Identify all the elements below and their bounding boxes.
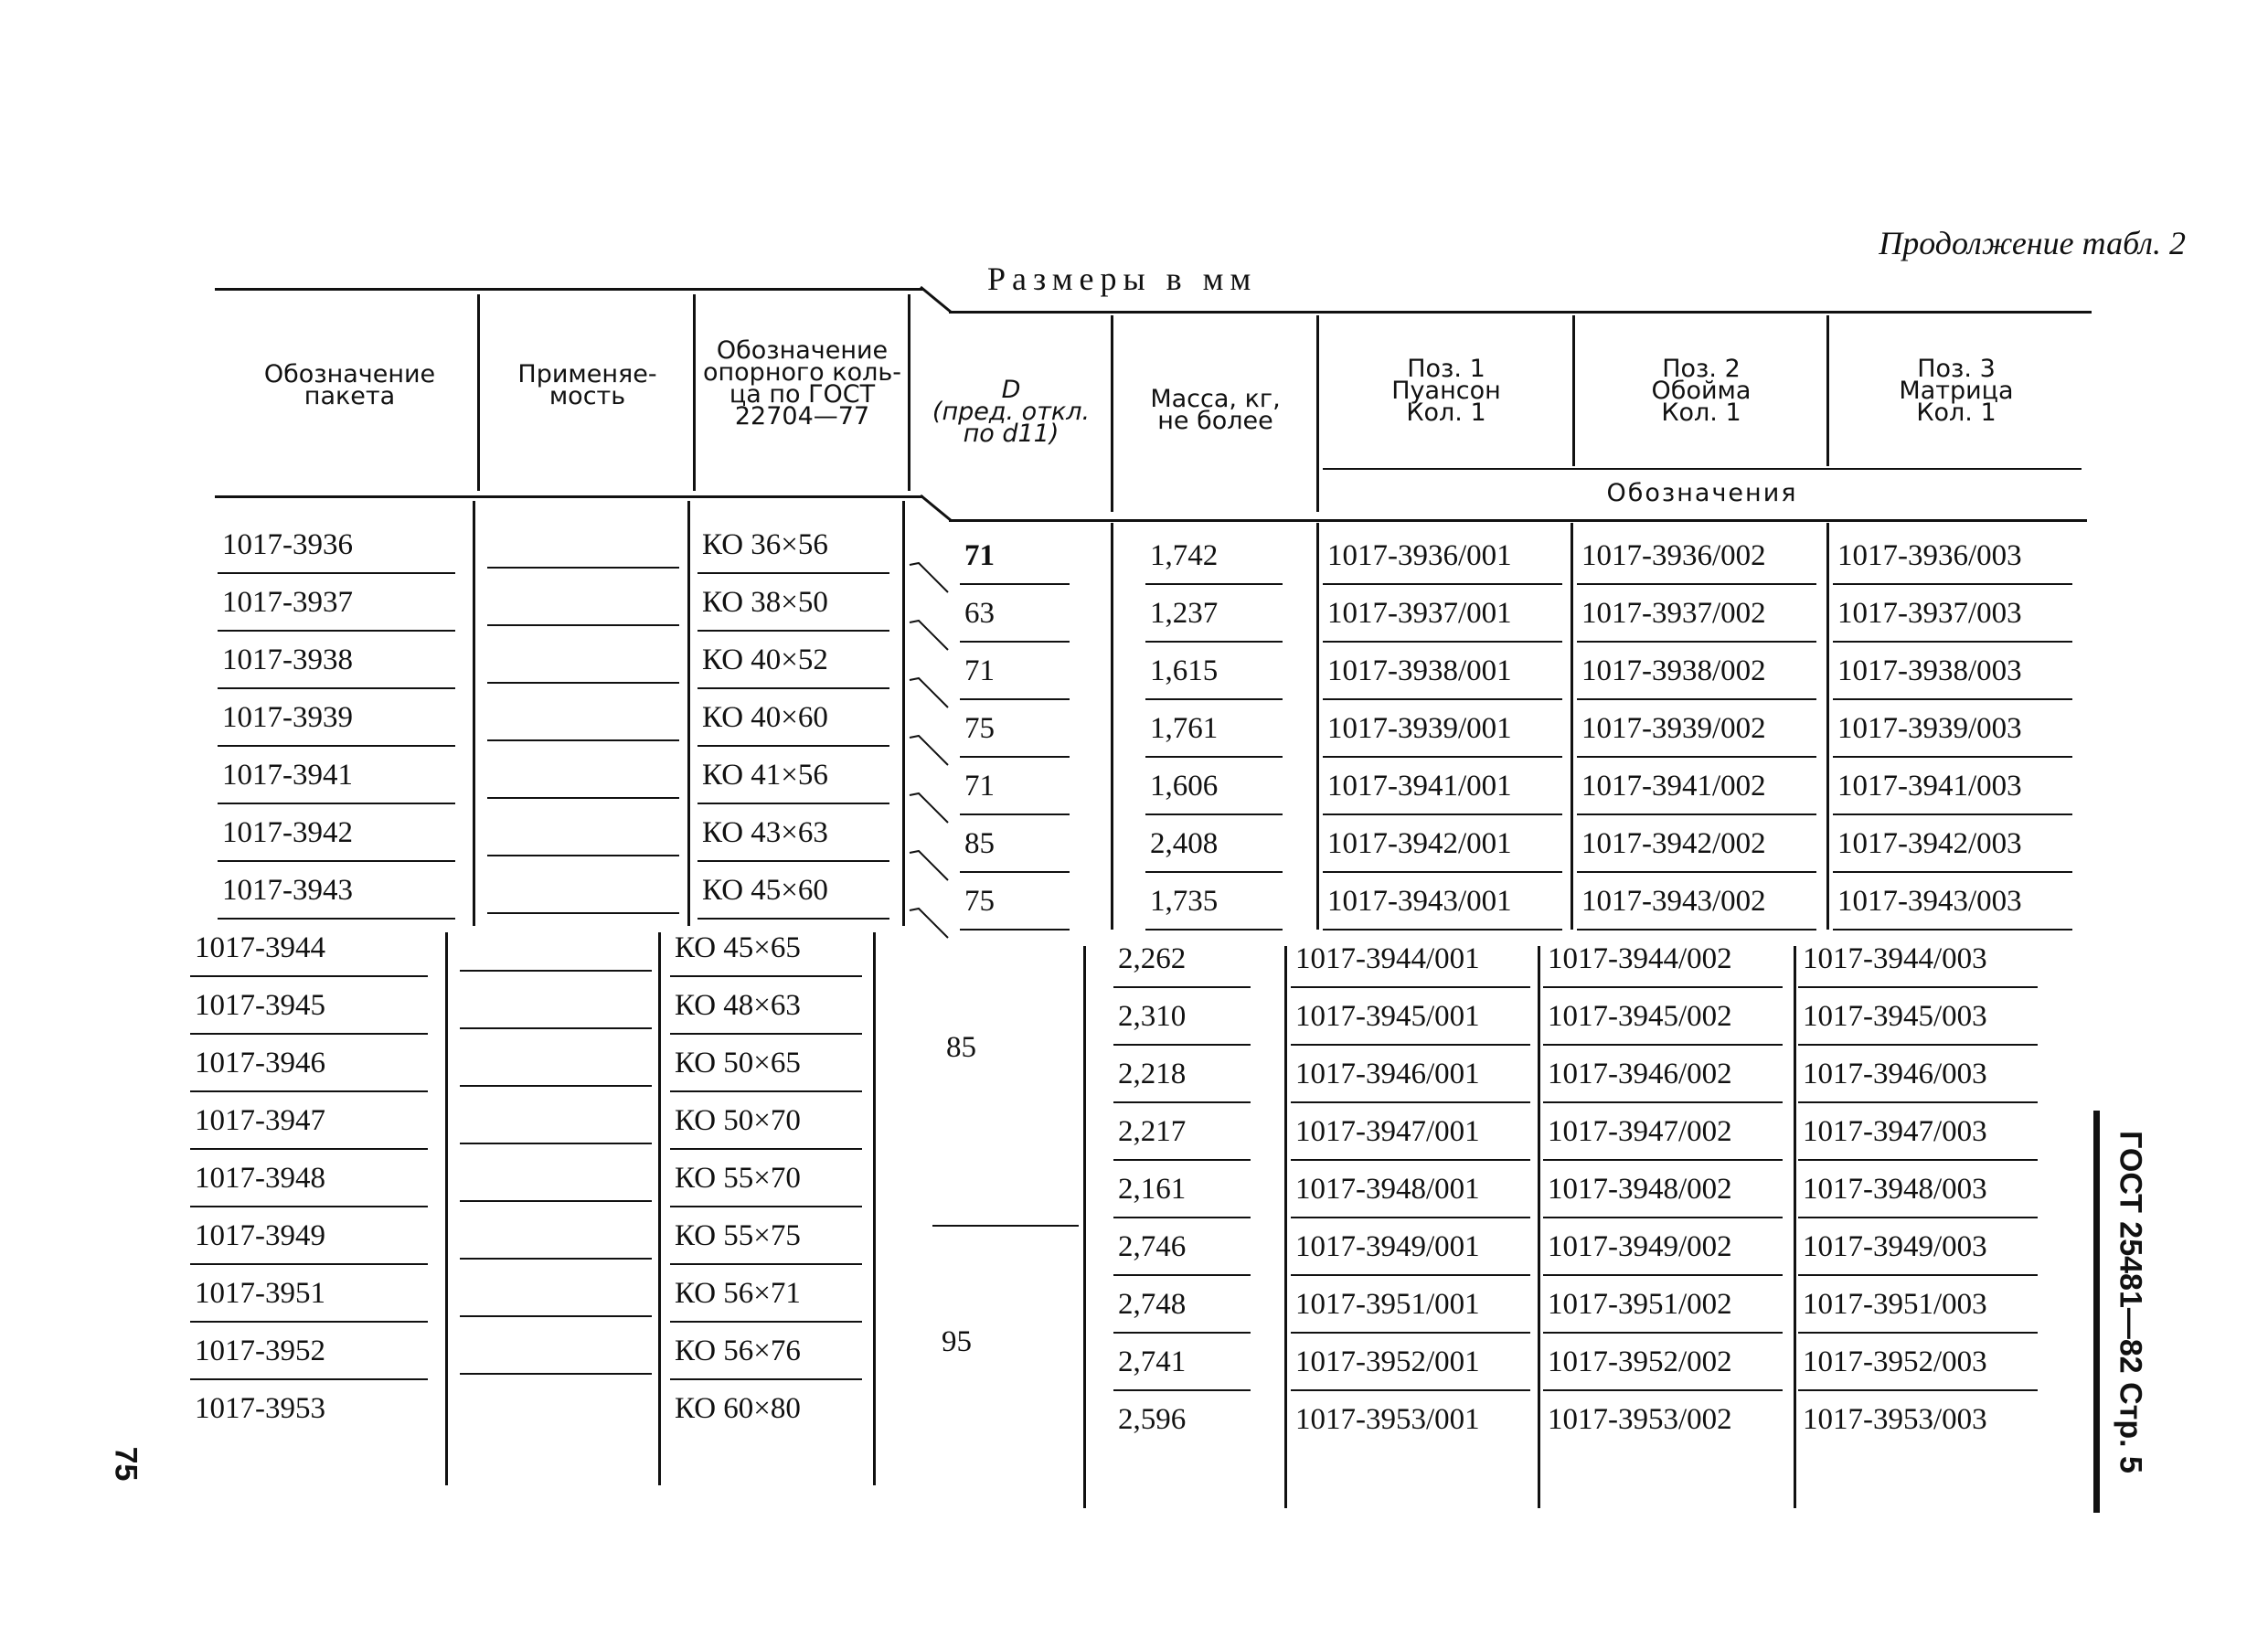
cell-pos1: 1017-3953/001: [1295, 1403, 1480, 1436]
cell-underline: [1113, 1044, 1251, 1046]
cell-d: 71: [964, 539, 995, 572]
col-header-pos3: Поз. 3 Матрица Кол. 1: [1899, 355, 2014, 427]
cell-underline: [697, 860, 889, 862]
cell-underline: [1543, 1101, 1783, 1103]
cell-package: 1017-3953: [195, 1392, 325, 1425]
cell-package: 1017-3949: [195, 1219, 325, 1252]
cell-underline: [1543, 1159, 1783, 1161]
cell-underline: [190, 1033, 428, 1035]
cell-mass: 1,606: [1150, 770, 1219, 803]
cell-d: 85: [964, 827, 995, 860]
cell-pos2: 1017-3947/002: [1548, 1115, 1732, 1148]
cell-ring: КО 45×65: [675, 931, 801, 964]
cell-mass: 1,742: [1150, 539, 1219, 572]
cell-underline: [670, 1148, 862, 1150]
cell-package: 1017-3938: [222, 643, 353, 676]
cell-underline: [1323, 756, 1562, 758]
cell-underline: [1291, 1274, 1530, 1276]
applicability-blank: [487, 739, 679, 741]
cell-d: 75: [964, 712, 995, 745]
cell-underline: [1833, 871, 2072, 873]
cell-pos3: 1017-3941/003: [1837, 770, 2022, 803]
applicability-blank: [487, 682, 679, 684]
cell-underline: [1798, 1217, 2038, 1218]
continuation-caption: Продолжение табл. 2: [1879, 225, 2186, 261]
cell-underline: [190, 975, 428, 977]
cell-pos2: 1017-3946/002: [1548, 1058, 1732, 1090]
cell-underline: [670, 1321, 862, 1323]
cell-ring: КО 56×71: [675, 1277, 801, 1310]
cell-pos2: 1017-3938/002: [1581, 654, 1766, 687]
leader-tick: [908, 734, 953, 771]
cell-pos2: 1017-3953/002: [1548, 1403, 1732, 1436]
cell-underline: [1798, 986, 2038, 988]
applicability-blank: [487, 912, 679, 914]
cell-package: 1017-3944: [195, 931, 325, 964]
cell-underline: [1291, 1332, 1530, 1334]
cell-pos3: 1017-3953/003: [1803, 1403, 1987, 1436]
header-rule-left: [215, 495, 923, 498]
cell-underline: [218, 687, 455, 689]
cell-ring: КО 48×63: [675, 989, 801, 1022]
cell-underline: [1145, 871, 1283, 873]
header-sep-3: [908, 294, 910, 491]
cell-underline: [1323, 814, 1562, 815]
cell-underline: [960, 641, 1070, 643]
cell-underline: [218, 918, 455, 920]
applicability-blank: [460, 1258, 652, 1260]
cell-underline: [190, 1378, 428, 1380]
cell-ring: КО 60×80: [675, 1392, 801, 1425]
applicability-blank: [487, 624, 679, 626]
cell-underline: [960, 871, 1070, 873]
cell-package: 1017-3948: [195, 1162, 325, 1195]
body-sep-2a: [687, 501, 690, 926]
cell-ring: КО 43×63: [702, 816, 828, 849]
cell-mass: 1,761: [1150, 712, 1219, 745]
cell-mass: 2,746: [1118, 1230, 1187, 1263]
applicability-blank: [460, 1143, 652, 1144]
cell-pos3: 1017-3948/003: [1803, 1173, 1987, 1206]
cell-underline: [218, 803, 455, 804]
cell-pos3: 1017-3946/003: [1803, 1058, 1987, 1090]
cell-underline: [1833, 698, 2072, 700]
col-header-ring: Обозначение опорного коль- ца по ГОСТ 22704—77: [702, 336, 902, 431]
col-header-mass: Масса, кг, не более: [1150, 385, 1281, 435]
body-sep-5a: [1316, 523, 1319, 930]
cell-underline: [1833, 814, 2072, 815]
cell-d: 71: [964, 654, 995, 687]
cell-package: 1017-3941: [222, 759, 353, 792]
cell-pos2: 1017-3936/002: [1581, 539, 1766, 572]
applicability-blank: [487, 567, 679, 569]
cell-underline: [1577, 583, 1816, 585]
cell-underline: [1798, 1101, 2038, 1103]
cell-pos3: 1017-3947/003: [1803, 1115, 1987, 1148]
cell-d: 71: [964, 770, 995, 803]
cell-underline: [1145, 698, 1283, 700]
applicability-blank: [460, 970, 652, 972]
cell-pos2: 1017-3943/002: [1581, 885, 1766, 918]
body-sep-6a: [1571, 523, 1573, 930]
leader-tick: [908, 849, 953, 886]
cell-mass: 1,615: [1150, 654, 1219, 687]
cell-ring: КО 38×50: [702, 586, 828, 619]
applicability-blank: [487, 797, 679, 799]
body-sep-4a: [1111, 523, 1113, 930]
cell-pos3: 1017-3951/003: [1803, 1288, 1987, 1321]
applicability-blank: [460, 1200, 652, 1202]
d-group-divider: [932, 1225, 1079, 1227]
cell-pos3: 1017-3939/003: [1837, 712, 2022, 745]
standard-reference: ГОСТ 25481—82 Стр. 5: [2113, 1131, 2148, 1473]
leader-tick: [908, 907, 953, 943]
cell-underline: [190, 1321, 428, 1323]
cell-underline: [1113, 1101, 1251, 1103]
d-group-85: 85: [946, 1031, 976, 1064]
cell-underline: [697, 687, 889, 689]
col-header-pos1: Поз. 1 Пуансон Кол. 1: [1391, 355, 1501, 427]
cell-pos1: 1017-3946/001: [1295, 1058, 1480, 1090]
cell-underline: [1113, 1332, 1251, 1334]
cell-underline: [1323, 929, 1562, 930]
applicability-blank: [460, 1027, 652, 1029]
cell-mass: 2,262: [1118, 942, 1187, 975]
cell-mass: 2,161: [1118, 1173, 1187, 1206]
cell-underline: [1291, 986, 1530, 988]
cell-underline: [1577, 814, 1816, 815]
cell-pos3: 1017-3949/003: [1803, 1230, 1987, 1263]
cell-underline: [1833, 583, 2072, 585]
cell-underline: [960, 929, 1070, 930]
cell-underline: [1323, 583, 1562, 585]
cell-underline: [1798, 1159, 2038, 1161]
cell-underline: [1323, 698, 1562, 700]
cell-pos1: 1017-3939/001: [1327, 712, 1512, 745]
body-sep-4b: [1083, 946, 1086, 1508]
cell-underline: [960, 583, 1070, 585]
page-number: 75: [108, 1446, 144, 1482]
cell-underline: [1577, 641, 1816, 643]
cell-ring: КО 56×76: [675, 1335, 801, 1367]
cell-underline: [190, 1263, 428, 1265]
cell-mass: 2,217: [1118, 1115, 1187, 1148]
cell-underline: [1291, 1101, 1530, 1103]
cell-mass: 2,596: [1118, 1403, 1187, 1436]
cell-underline: [1291, 1159, 1530, 1161]
cell-mass: 2,741: [1118, 1345, 1187, 1378]
cell-package: 1017-3939: [222, 701, 353, 734]
cell-pos2: 1017-3948/002: [1548, 1173, 1732, 1206]
cell-underline: [960, 698, 1070, 700]
cell-underline: [1798, 1389, 2038, 1391]
cell-package: 1017-3946: [195, 1047, 325, 1079]
cell-underline: [670, 975, 862, 977]
header-sep-4: [1111, 315, 1113, 512]
cell-pos1: 1017-3936/001: [1327, 539, 1512, 572]
cell-d: 75: [964, 885, 995, 918]
cell-underline: [960, 814, 1070, 815]
leader-tick: [908, 619, 953, 655]
cell-underline: [670, 1033, 862, 1035]
cell-pos1: 1017-3942/001: [1327, 827, 1512, 860]
cell-underline: [1577, 698, 1816, 700]
cell-pos3: 1017-3945/003: [1803, 1000, 1987, 1033]
cell-underline: [1833, 929, 2072, 930]
cell-underline: [1543, 1044, 1783, 1046]
cell-mass: 1,237: [1150, 597, 1219, 630]
body-sep-7b: [1794, 946, 1796, 1508]
header-sep-7: [1826, 315, 1829, 466]
cell-underline: [1113, 986, 1251, 988]
cell-underline: [1543, 1217, 1783, 1218]
cell-ring: КО 36×56: [702, 528, 828, 561]
cell-pos2: 1017-3939/002: [1581, 712, 1766, 745]
header-sep-1: [477, 294, 480, 491]
body-sep-6b: [1538, 946, 1540, 1508]
cell-underline: [218, 860, 455, 862]
cell-mass: 1,735: [1150, 885, 1219, 918]
top-rule-right: [949, 311, 2092, 314]
body-sep-7a: [1826, 523, 1829, 930]
cell-package: 1017-3943: [222, 874, 353, 907]
cell-underline: [960, 756, 1070, 758]
cell-underline: [1113, 1217, 1251, 1218]
cell-mass: 2,310: [1118, 1000, 1187, 1033]
cell-underline: [1798, 1274, 2038, 1276]
cell-package: 1017-3952: [195, 1335, 325, 1367]
cell-underline: [1798, 1332, 2038, 1334]
cell-underline: [1145, 641, 1283, 643]
cell-pos2: 1017-3945/002: [1548, 1000, 1732, 1033]
cell-ring: КО 55×70: [675, 1162, 801, 1195]
body-sep-1a: [473, 501, 475, 926]
cell-d: 63: [964, 597, 995, 630]
d-group-95: 95: [942, 1325, 972, 1358]
cell-underline: [1543, 1274, 1783, 1276]
cell-underline: [1145, 756, 1283, 758]
cell-underline: [1323, 871, 1562, 873]
cell-underline: [1543, 1332, 1783, 1334]
cell-pos3: 1017-3952/003: [1803, 1345, 1987, 1378]
cell-underline: [1145, 583, 1283, 585]
cell-underline: [1145, 929, 1283, 930]
cell-underline: [190, 1090, 428, 1092]
cell-pos2: 1017-3941/002: [1581, 770, 1766, 803]
cell-package: 1017-3937: [222, 586, 353, 619]
cell-underline: [1798, 1044, 2038, 1046]
cell-pos3: 1017-3944/003: [1803, 942, 1987, 975]
cell-pos2: 1017-3942/002: [1581, 827, 1766, 860]
cell-mass: 2,218: [1118, 1058, 1187, 1090]
cell-pos3: 1017-3937/003: [1837, 597, 2022, 630]
body-sep-5b: [1284, 946, 1287, 1508]
cell-ring: КО 40×60: [702, 701, 828, 734]
cell-underline: [218, 745, 455, 747]
applicability-blank: [460, 1373, 652, 1375]
leader-tick: [908, 561, 953, 598]
col-header-d: D (пред. откл. по d11): [932, 376, 1091, 448]
body-sep-3b: [873, 932, 876, 1485]
cell-pos1: 1017-3951/001: [1295, 1288, 1480, 1321]
applicability-blank: [460, 1315, 652, 1317]
leader-tick: [908, 792, 953, 828]
cell-underline: [1833, 756, 2072, 758]
cell-underline: [697, 803, 889, 804]
side-note: [2103, 1111, 2157, 1513]
cell-underline: [1577, 871, 1816, 873]
cell-mass: 2,748: [1118, 1288, 1187, 1321]
cell-package: 1017-3947: [195, 1104, 325, 1137]
cell-pos3: 1017-3942/003: [1837, 827, 2022, 860]
cell-package: 1017-3942: [222, 816, 353, 849]
cell-pos2: 1017-3937/002: [1581, 597, 1766, 630]
cell-underline: [697, 630, 889, 632]
col-header-applicability: Применяе- мость: [517, 360, 657, 410]
header-sep-6: [1572, 315, 1575, 466]
cell-package: 1017-3951: [195, 1277, 325, 1310]
cell-pos1: 1017-3947/001: [1295, 1115, 1480, 1148]
top-rule-left: [215, 288, 923, 291]
header-sep-2: [693, 294, 696, 491]
cell-underline: [697, 745, 889, 747]
body-sep-2b: [658, 932, 661, 1485]
cell-underline: [1291, 1389, 1530, 1391]
cell-underline: [190, 1148, 428, 1150]
side-rule: [2093, 1111, 2100, 1513]
col-header-designations: Обозначения: [1606, 479, 1798, 507]
cell-underline: [1577, 756, 1816, 758]
designations-rule: [1323, 468, 2082, 470]
cell-pos1: 1017-3945/001: [1295, 1000, 1480, 1033]
col-header-pos2: Поз. 2 Обойма Кол. 1: [1651, 355, 1752, 427]
applicability-blank: [487, 855, 679, 856]
header-rule-right: [949, 519, 2087, 522]
cell-underline: [670, 1090, 862, 1092]
col-header-package: Обозначение пакета: [263, 360, 436, 410]
cell-ring: КО 50×65: [675, 1047, 801, 1079]
cell-pos1: 1017-3938/001: [1327, 654, 1512, 687]
cell-underline: [697, 572, 889, 574]
cell-underline: [670, 1378, 862, 1380]
cell-pos1: 1017-3943/001: [1327, 885, 1512, 918]
cell-ring: КО 41×56: [702, 759, 828, 792]
cell-package: 1017-3945: [195, 989, 325, 1022]
leader-tick: [908, 676, 953, 713]
cell-underline: [1291, 1217, 1530, 1218]
cell-underline: [1113, 1274, 1251, 1276]
cell-ring: КО 50×70: [675, 1104, 801, 1137]
applicability-blank: [460, 1085, 652, 1087]
body-sep-1b: [445, 932, 448, 1485]
cell-pos2: 1017-3944/002: [1548, 942, 1732, 975]
cell-pos1: 1017-3948/001: [1295, 1173, 1480, 1206]
cell-pos1: 1017-3949/001: [1295, 1230, 1480, 1263]
cell-underline: [1323, 641, 1562, 643]
cell-underline: [190, 1206, 428, 1207]
cell-pos1: 1017-3941/001: [1327, 770, 1512, 803]
cell-ring: КО 55×75: [675, 1219, 801, 1252]
cell-ring: КО 40×52: [702, 643, 828, 676]
cell-underline: [1145, 814, 1283, 815]
cell-underline: [218, 572, 455, 574]
body-sep-3a: [902, 501, 905, 926]
cell-underline: [1113, 1389, 1251, 1391]
cell-underline: [1291, 1044, 1530, 1046]
cell-package: 1017-3936: [222, 528, 353, 561]
cell-underline: [1113, 1159, 1251, 1161]
cell-pos1: 1017-3952/001: [1295, 1345, 1480, 1378]
cell-pos2: 1017-3949/002: [1548, 1230, 1732, 1263]
cell-underline: [218, 630, 455, 632]
cell-pos3: 1017-3943/003: [1837, 885, 2022, 918]
cell-underline: [670, 1263, 862, 1265]
cell-pos2: 1017-3952/002: [1548, 1345, 1732, 1378]
cell-underline: [670, 1206, 862, 1207]
cell-pos1: 1017-3944/001: [1295, 942, 1480, 975]
cell-pos3: 1017-3936/003: [1837, 539, 2022, 572]
cell-ring: КО 45×60: [702, 874, 828, 907]
header-sep-5: [1316, 315, 1319, 512]
cell-underline: [697, 918, 889, 920]
cell-pos1: 1017-3937/001: [1327, 597, 1512, 630]
cell-underline: [1543, 1389, 1783, 1391]
cell-underline: [1577, 929, 1816, 930]
cell-mass: 2,408: [1150, 827, 1219, 860]
cell-pos2: 1017-3951/002: [1548, 1288, 1732, 1321]
cell-pos3: 1017-3938/003: [1837, 654, 2022, 687]
cell-underline: [1543, 986, 1783, 988]
units-caption: Размеры в мм: [987, 261, 1258, 297]
cell-underline: [1833, 641, 2072, 643]
